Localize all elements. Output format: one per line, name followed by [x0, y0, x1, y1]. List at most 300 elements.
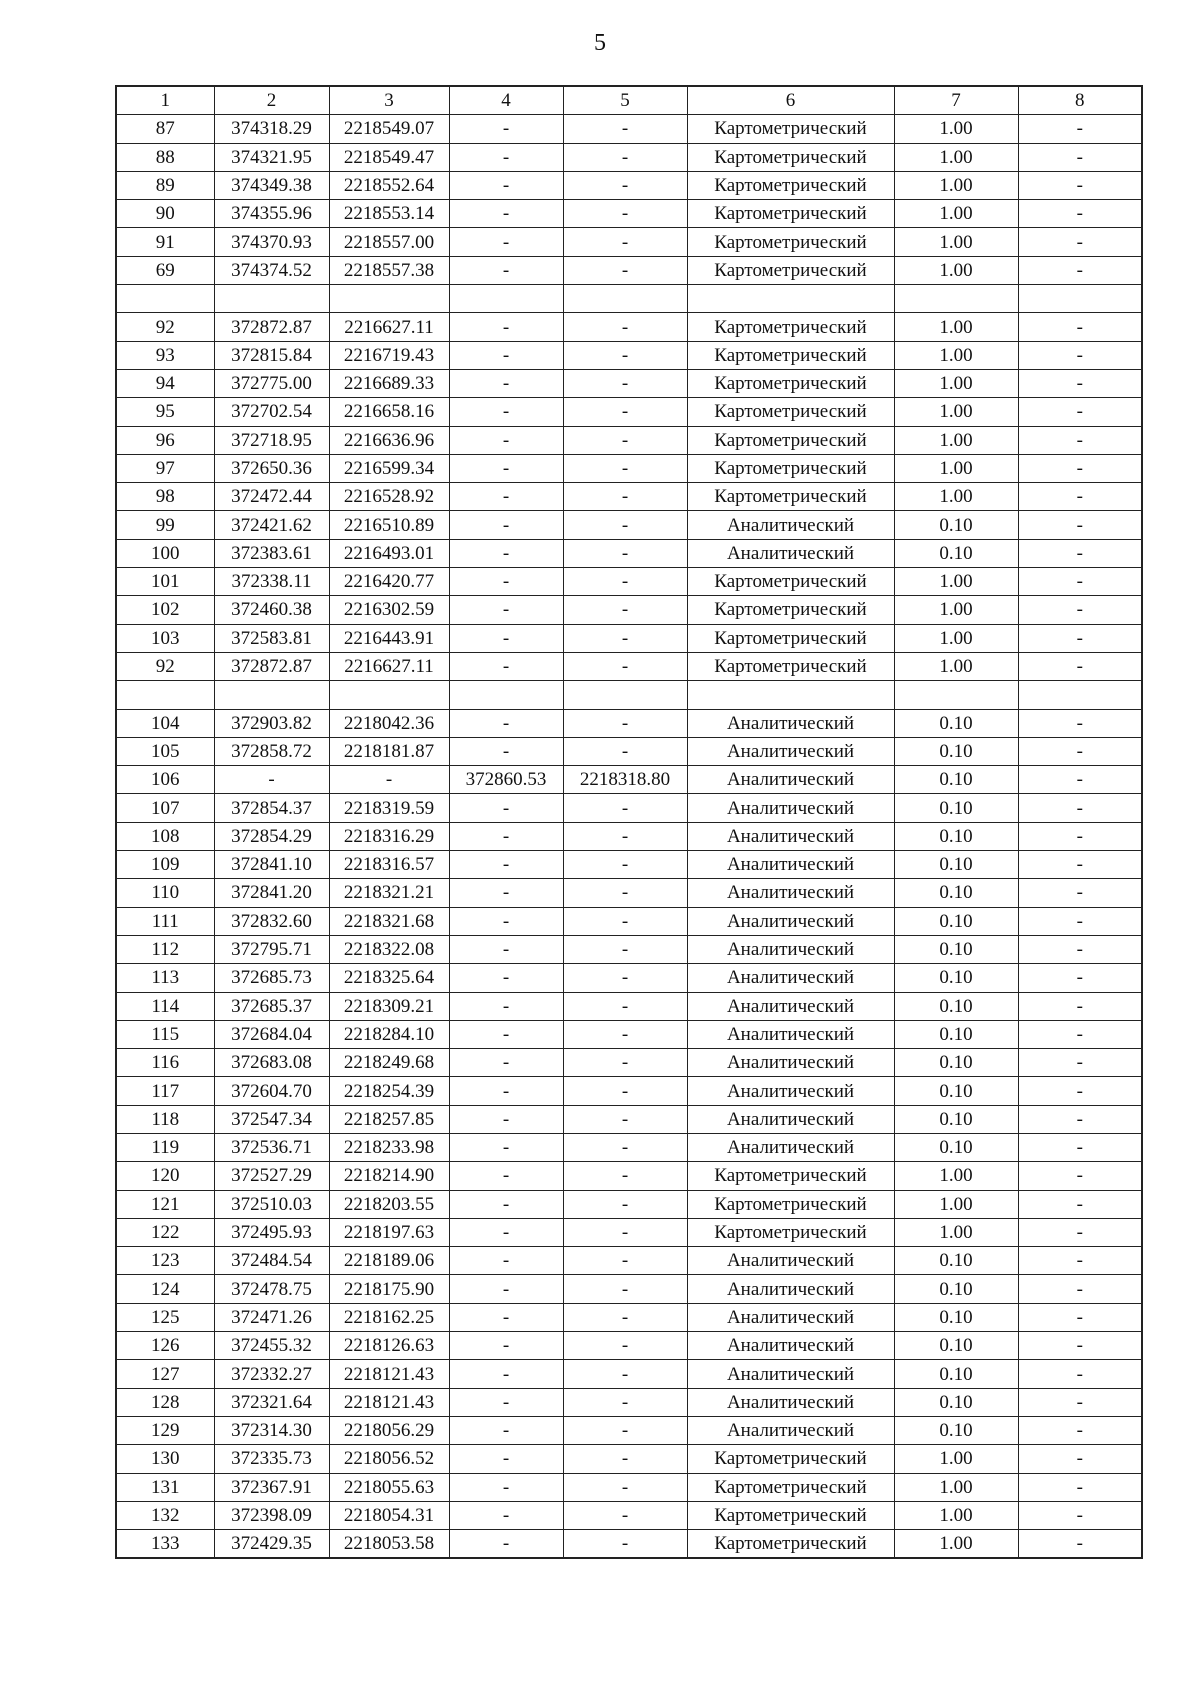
accuracy-cell: 0.10 — [894, 794, 1018, 822]
description-cell: - — [1018, 907, 1142, 935]
x-cell: 372685.73 — [214, 964, 329, 992]
point-number-cell: 127 — [116, 1360, 214, 1388]
point-number-cell: 109 — [116, 851, 214, 879]
y-cell: 2216636.96 — [329, 426, 449, 454]
x-new-cell: - — [449, 1416, 563, 1444]
x-new-cell: - — [449, 596, 563, 624]
y-new-cell: - — [563, 454, 687, 482]
x-cell: 372854.29 — [214, 822, 329, 850]
x-new-cell: - — [449, 171, 563, 199]
description-cell: - — [1018, 709, 1142, 737]
table-row — [116, 1275, 1142, 1303]
x-cell: 372484.54 — [214, 1247, 329, 1275]
method-cell: Картометрический — [687, 652, 894, 680]
table-row — [116, 709, 1142, 737]
method-cell: Аналитический — [687, 1049, 894, 1077]
y-new-cell: - — [563, 1416, 687, 1444]
method-cell: Картометрический — [687, 1501, 894, 1529]
y-cell: 2218162.25 — [329, 1303, 449, 1331]
point-number-cell: 112 — [116, 935, 214, 963]
table-row — [116, 200, 1142, 228]
y-new-cell: - — [563, 1020, 687, 1048]
y-new-cell: - — [563, 1218, 687, 1246]
x-new-cell: - — [449, 1332, 563, 1360]
y-new-cell: - — [563, 624, 687, 652]
table-row — [116, 228, 1142, 256]
y-new-cell: - — [563, 143, 687, 171]
x-new-cell: - — [449, 1162, 563, 1190]
point-number-cell: 118 — [116, 1105, 214, 1133]
description-cell: - — [1018, 737, 1142, 765]
description-cell: - — [1018, 596, 1142, 624]
method-cell: Картометрический — [687, 256, 894, 284]
y-new-cell: - — [563, 115, 687, 143]
y-cell: 2218056.52 — [329, 1445, 449, 1473]
table-row — [116, 369, 1142, 397]
method-cell: Картометрический — [687, 228, 894, 256]
method-cell: Картометрический — [687, 426, 894, 454]
table-row — [116, 511, 1142, 539]
x-cell: 372832.60 — [214, 907, 329, 935]
x-cell: 374321.95 — [214, 143, 329, 171]
x-new-cell: - — [449, 200, 563, 228]
description-cell: - — [1018, 1190, 1142, 1218]
x-new-cell: - — [449, 624, 563, 652]
table-row — [116, 822, 1142, 850]
y-cell: 2218121.43 — [329, 1360, 449, 1388]
point-number-cell: 98 — [116, 483, 214, 511]
y-cell: 2216658.16 — [329, 398, 449, 426]
method-cell: Картометрический — [687, 568, 894, 596]
description-cell: - — [1018, 511, 1142, 539]
method-cell: Картометрический — [687, 143, 894, 171]
y-cell: 2218175.90 — [329, 1275, 449, 1303]
method-cell: Аналитический — [687, 794, 894, 822]
point-number-cell: 99 — [116, 511, 214, 539]
description-cell: - — [1018, 568, 1142, 596]
table-row — [116, 256, 1142, 284]
method-cell: Аналитический — [687, 879, 894, 907]
point-number-cell: 133 — [116, 1530, 214, 1559]
y-new-cell: - — [563, 426, 687, 454]
y-new-cell: - — [563, 709, 687, 737]
point-number-cell: 95 — [116, 398, 214, 426]
method-cell: Аналитический — [687, 511, 894, 539]
method-cell: Аналитический — [687, 1360, 894, 1388]
method-cell: Аналитический — [687, 1133, 894, 1161]
table-row — [116, 285, 1142, 313]
table-row — [116, 624, 1142, 652]
method-cell — [687, 681, 894, 709]
point-number-cell: 126 — [116, 1332, 214, 1360]
table-row — [116, 171, 1142, 199]
accuracy-cell: 1.00 — [894, 369, 1018, 397]
description-cell: - — [1018, 1416, 1142, 1444]
y-new-cell — [563, 681, 687, 709]
x-cell: 372398.09 — [214, 1501, 329, 1529]
y-new-cell: - — [563, 935, 687, 963]
table-row — [116, 879, 1142, 907]
x-cell: 372510.03 — [214, 1190, 329, 1218]
x-cell: 372478.75 — [214, 1275, 329, 1303]
x-cell: 372718.95 — [214, 426, 329, 454]
y-cell: 2218557.38 — [329, 256, 449, 284]
point-number-cell: 92 — [116, 652, 214, 680]
accuracy-cell: 1.00 — [894, 1501, 1018, 1529]
method-cell: Аналитический — [687, 851, 894, 879]
accuracy-cell: 0.10 — [894, 1388, 1018, 1416]
y-new-cell: - — [563, 1303, 687, 1331]
accuracy-cell: 0.10 — [894, 1416, 1018, 1444]
table-row — [116, 935, 1142, 963]
y-cell: 2216493.01 — [329, 539, 449, 567]
y-new-cell: 2218318.80 — [563, 766, 687, 794]
description-cell: - — [1018, 171, 1142, 199]
y-cell: 2218553.14 — [329, 200, 449, 228]
column-header: 2 — [214, 86, 329, 115]
y-cell: 2216689.33 — [329, 369, 449, 397]
x-cell: 372685.37 — [214, 992, 329, 1020]
point-number-cell: 128 — [116, 1388, 214, 1416]
column-header: 1 — [116, 86, 214, 115]
y-cell: 2218042.36 — [329, 709, 449, 737]
y-cell: 2216510.89 — [329, 511, 449, 539]
point-number-cell: 120 — [116, 1162, 214, 1190]
y-cell: 2216627.11 — [329, 652, 449, 680]
table-row — [116, 907, 1142, 935]
point-number-cell: 121 — [116, 1190, 214, 1218]
x-new-cell: - — [449, 369, 563, 397]
y-cell: 2216719.43 — [329, 341, 449, 369]
x-cell: 374374.52 — [214, 256, 329, 284]
x-new-cell: - — [449, 1275, 563, 1303]
x-new-cell: - — [449, 1020, 563, 1048]
accuracy-cell: 0.10 — [894, 1133, 1018, 1161]
y-cell: 2218214.90 — [329, 1162, 449, 1190]
x-cell: 372321.64 — [214, 1388, 329, 1416]
method-cell: Аналитический — [687, 1247, 894, 1275]
x-new-cell: - — [449, 511, 563, 539]
y-new-cell: - — [563, 568, 687, 596]
table-row — [116, 313, 1142, 341]
method-cell: Аналитический — [687, 539, 894, 567]
accuracy-cell: 1.00 — [894, 398, 1018, 426]
description-cell: - — [1018, 1388, 1142, 1416]
y-new-cell: - — [563, 1360, 687, 1388]
y-cell: 2218055.63 — [329, 1473, 449, 1501]
y-new-cell: - — [563, 1445, 687, 1473]
point-number-cell: 92 — [116, 313, 214, 341]
point-number-cell: 114 — [116, 992, 214, 1020]
x-new-cell: - — [449, 1360, 563, 1388]
x-new-cell: - — [449, 1218, 563, 1246]
description-cell: - — [1018, 766, 1142, 794]
x-cell: 372858.72 — [214, 737, 329, 765]
point-number-cell: 102 — [116, 596, 214, 624]
y-new-cell — [563, 285, 687, 313]
accuracy-cell: 1.00 — [894, 1162, 1018, 1190]
x-cell — [214, 681, 329, 709]
method-cell: Аналитический — [687, 737, 894, 765]
method-cell: Аналитический — [687, 709, 894, 737]
accuracy-cell: 0.10 — [894, 992, 1018, 1020]
x-cell: 372650.36 — [214, 454, 329, 482]
x-cell: 372854.37 — [214, 794, 329, 822]
table-row — [116, 1105, 1142, 1133]
accuracy-cell: 0.10 — [894, 1049, 1018, 1077]
x-new-cell: - — [449, 652, 563, 680]
x-new-cell: - — [449, 964, 563, 992]
method-cell: Аналитический — [687, 1332, 894, 1360]
y-cell: 2218249.68 — [329, 1049, 449, 1077]
table-row — [116, 398, 1142, 426]
y-new-cell: - — [563, 341, 687, 369]
accuracy-cell: 0.10 — [894, 511, 1018, 539]
method-cell: Картометрический — [687, 1218, 894, 1246]
point-number-cell: 87 — [116, 115, 214, 143]
method-cell: Аналитический — [687, 1416, 894, 1444]
method-cell: Аналитический — [687, 1077, 894, 1105]
x-new-cell: - — [449, 737, 563, 765]
accuracy-cell: 1.00 — [894, 171, 1018, 199]
x-cell: 372332.27 — [214, 1360, 329, 1388]
description-cell: - — [1018, 1218, 1142, 1246]
x-cell: 372795.71 — [214, 935, 329, 963]
x-cell: 374355.96 — [214, 200, 329, 228]
y-new-cell: - — [563, 1388, 687, 1416]
table-row — [116, 426, 1142, 454]
description-cell: - — [1018, 1360, 1142, 1388]
x-cell: 372604.70 — [214, 1077, 329, 1105]
table-row — [116, 1162, 1142, 1190]
point-number-cell: 116 — [116, 1049, 214, 1077]
x-new-cell: - — [449, 1501, 563, 1529]
x-cell: 372460.38 — [214, 596, 329, 624]
accuracy-cell: 1.00 — [894, 1190, 1018, 1218]
y-new-cell: - — [563, 851, 687, 879]
x-new-cell: - — [449, 228, 563, 256]
table-row — [116, 1473, 1142, 1501]
accuracy-cell: 0.10 — [894, 822, 1018, 850]
accuracy-cell: 1.00 — [894, 426, 1018, 454]
accuracy-cell — [894, 681, 1018, 709]
y-cell: 2218316.57 — [329, 851, 449, 879]
x-cell: 372872.87 — [214, 313, 329, 341]
point-number-cell: 115 — [116, 1020, 214, 1048]
description-cell: - — [1018, 143, 1142, 171]
accuracy-cell: 1.00 — [894, 568, 1018, 596]
method-cell — [687, 285, 894, 313]
x-cell: 372702.54 — [214, 398, 329, 426]
x-cell: 374318.29 — [214, 115, 329, 143]
x-new-cell: - — [449, 709, 563, 737]
x-cell: 372429.35 — [214, 1530, 329, 1559]
table-row — [116, 1416, 1142, 1444]
table-row — [116, 454, 1142, 482]
description-cell: - — [1018, 200, 1142, 228]
x-cell: 372495.93 — [214, 1218, 329, 1246]
y-cell: 2218284.10 — [329, 1020, 449, 1048]
table-row — [116, 681, 1142, 709]
table-header-row — [116, 86, 1142, 115]
y-cell: 2218325.64 — [329, 964, 449, 992]
method-cell: Аналитический — [687, 935, 894, 963]
y-cell — [329, 681, 449, 709]
y-cell: 2216627.11 — [329, 313, 449, 341]
x-new-cell: - — [449, 1133, 563, 1161]
y-cell: 2218257.85 — [329, 1105, 449, 1133]
point-number-cell: 124 — [116, 1275, 214, 1303]
description-cell: - — [1018, 879, 1142, 907]
table-row — [116, 539, 1142, 567]
x-new-cell: - — [449, 822, 563, 850]
y-new-cell: - — [563, 1049, 687, 1077]
description-cell: - — [1018, 1473, 1142, 1501]
table-row — [116, 851, 1142, 879]
description-cell: - — [1018, 341, 1142, 369]
table-row — [116, 596, 1142, 624]
point-number-cell: 122 — [116, 1218, 214, 1246]
accuracy-cell: 0.10 — [894, 1275, 1018, 1303]
x-cell: 372815.84 — [214, 341, 329, 369]
method-cell: Картометрический — [687, 1190, 894, 1218]
y-new-cell: - — [563, 1332, 687, 1360]
accuracy-cell: 1.00 — [894, 313, 1018, 341]
description-cell: - — [1018, 1332, 1142, 1360]
accuracy-cell: 1.00 — [894, 596, 1018, 624]
y-cell: 2216443.91 — [329, 624, 449, 652]
table-row — [116, 794, 1142, 822]
y-cell: 2218233.98 — [329, 1133, 449, 1161]
point-number-cell: 113 — [116, 964, 214, 992]
point-number-cell: 131 — [116, 1473, 214, 1501]
method-cell: Аналитический — [687, 822, 894, 850]
accuracy-cell: 0.10 — [894, 766, 1018, 794]
description-cell: - — [1018, 1133, 1142, 1161]
accuracy-cell: 0.10 — [894, 907, 1018, 935]
x-new-cell: - — [449, 907, 563, 935]
x-new-cell: - — [449, 851, 563, 879]
y-cell: 2218321.68 — [329, 907, 449, 935]
x-new-cell: - — [449, 568, 563, 596]
accuracy-cell — [894, 285, 1018, 313]
accuracy-cell: 0.10 — [894, 851, 1018, 879]
description-cell: - — [1018, 539, 1142, 567]
table-row — [116, 483, 1142, 511]
y-cell: 2218121.43 — [329, 1388, 449, 1416]
point-number-cell: 104 — [116, 709, 214, 737]
y-new-cell: - — [563, 907, 687, 935]
accuracy-cell: 0.10 — [894, 1020, 1018, 1048]
description-cell: - — [1018, 454, 1142, 482]
accuracy-cell: 1.00 — [894, 228, 1018, 256]
method-cell: Аналитический — [687, 1275, 894, 1303]
page-number: 5 — [594, 30, 606, 56]
method-cell: Аналитический — [687, 992, 894, 1020]
accuracy-cell: 0.10 — [894, 709, 1018, 737]
accuracy-cell: 1.00 — [894, 143, 1018, 171]
column-header: 3 — [329, 86, 449, 115]
description-cell: - — [1018, 1162, 1142, 1190]
description-cell: - — [1018, 624, 1142, 652]
x-new-cell: - — [449, 313, 563, 341]
description-cell: - — [1018, 794, 1142, 822]
x-new-cell: 372860.53 — [449, 766, 563, 794]
accuracy-cell: 1.00 — [894, 624, 1018, 652]
accuracy-cell: 0.10 — [894, 1247, 1018, 1275]
accuracy-cell: 1.00 — [894, 1530, 1018, 1559]
description-cell: - — [1018, 1077, 1142, 1105]
point-number-cell: 106 — [116, 766, 214, 794]
x-cell: 372335.73 — [214, 1445, 329, 1473]
column-header: 6 — [687, 86, 894, 115]
accuracy-cell: 1.00 — [894, 483, 1018, 511]
description-cell: - — [1018, 398, 1142, 426]
table-row — [116, 1360, 1142, 1388]
x-cell: 372684.04 — [214, 1020, 329, 1048]
y-new-cell: - — [563, 228, 687, 256]
description-cell: - — [1018, 652, 1142, 680]
method-cell: Картометрический — [687, 369, 894, 397]
point-number-cell: 89 — [116, 171, 214, 199]
point-number-cell: 88 — [116, 143, 214, 171]
table-row — [116, 1020, 1142, 1048]
y-new-cell: - — [563, 483, 687, 511]
method-cell: Картометрический — [687, 454, 894, 482]
point-number-cell: 117 — [116, 1077, 214, 1105]
point-number-cell: 93 — [116, 341, 214, 369]
x-new-cell: - — [449, 1049, 563, 1077]
point-number-cell: 111 — [116, 907, 214, 935]
y-cell: 2218254.39 — [329, 1077, 449, 1105]
x-new-cell: - — [449, 1388, 563, 1416]
x-new-cell — [449, 681, 563, 709]
table-row — [116, 737, 1142, 765]
y-cell: 2218549.47 — [329, 143, 449, 171]
accuracy-cell: 0.10 — [894, 1332, 1018, 1360]
method-cell: Картометрический — [687, 115, 894, 143]
point-number-cell: 132 — [116, 1501, 214, 1529]
x-cell: 372872.87 — [214, 652, 329, 680]
description-cell: - — [1018, 369, 1142, 397]
description-cell: - — [1018, 1303, 1142, 1331]
method-cell: Картометрический — [687, 341, 894, 369]
accuracy-cell: 1.00 — [894, 1473, 1018, 1501]
x-cell: 372841.10 — [214, 851, 329, 879]
table-row — [116, 1445, 1142, 1473]
description-cell: - — [1018, 1020, 1142, 1048]
x-new-cell: - — [449, 398, 563, 426]
table-row — [116, 1501, 1142, 1529]
point-number-cell — [116, 681, 214, 709]
table-row — [116, 1303, 1142, 1331]
table-row — [116, 143, 1142, 171]
x-new-cell: - — [449, 483, 563, 511]
description-cell: - — [1018, 313, 1142, 341]
table-body — [116, 86, 1142, 1558]
accuracy-cell: 1.00 — [894, 200, 1018, 228]
y-cell: 2216599.34 — [329, 454, 449, 482]
method-cell: Аналитический — [687, 766, 894, 794]
y-cell — [329, 285, 449, 313]
x-new-cell: - — [449, 115, 563, 143]
x-new-cell: - — [449, 341, 563, 369]
y-new-cell: - — [563, 1275, 687, 1303]
description-cell: - — [1018, 256, 1142, 284]
x-cell: 372314.30 — [214, 1416, 329, 1444]
y-new-cell: - — [563, 1162, 687, 1190]
point-number-cell: 94 — [116, 369, 214, 397]
